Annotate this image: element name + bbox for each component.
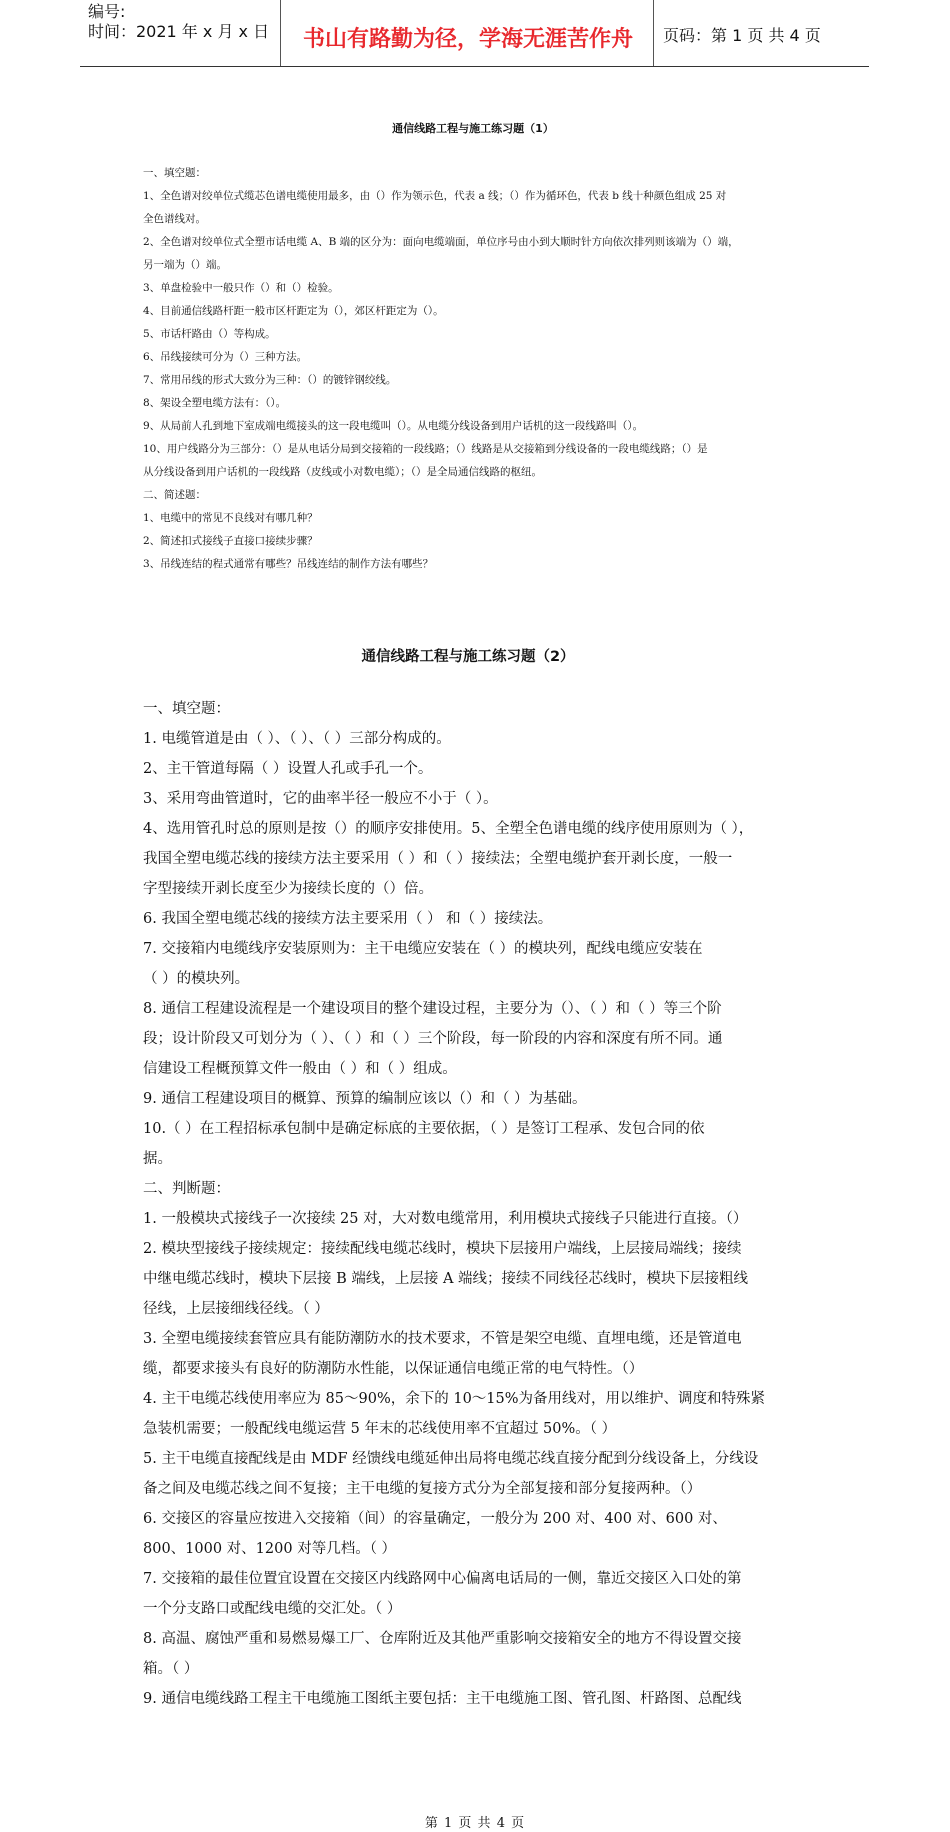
text-line: 5、市话杆路由（）等构成。 — [143, 328, 276, 340]
text-line: 字型接续开剥长度至少为接续长度的（）倍。 — [143, 881, 433, 897]
text-line: 7、常用吊线的形式大致分为三种：（）的镀锌钢绞线。 — [143, 374, 397, 386]
text-line: 8. 高温、腐蚀严重和易燃易爆工厂、仓库附近及其他严重影响交接箱安全的地方不得设置交接 — [143, 1631, 742, 1647]
header-page-number: 页码：第 1 页 共 4 页 — [663, 26, 821, 45]
exercise-2-title: 通信线路工程与施工练习题（2） — [361, 649, 575, 665]
text-line: 3、单盘检验中一般只作（）和（）检验。 — [143, 282, 339, 294]
text-line: 10.（ ）在工程招标承包制中是确定标底的主要依据，（ ）是签订工程承、发包合同的依 — [143, 1121, 705, 1137]
text-line: 从分线设备到用户话机的一段线路（皮线或小对数电缆）；（）是全局通信线路的枢纽。 — [143, 466, 542, 478]
text-line: 9、从局前人孔到地下室成端电缆接头的这一段电缆叫（）。从电缆分线设备到用户话机的这一段线路叫（）。 — [143, 420, 644, 432]
text-line: 一、填空题： — [143, 701, 230, 717]
text-line: 2、主干管道每隔（ ）设置人孔或手孔一个。 — [143, 761, 433, 777]
page-footer: 第 1 页 共 4 页 — [424, 1816, 526, 1831]
text-line: 一个分支路口或配线电缆的交汇处。（ ） — [143, 1601, 402, 1617]
header-divider — [280, 0, 281, 66]
exercise-1-title: 通信线路工程与施工练习题（1） — [392, 122, 554, 135]
text-line: （ ）的模块列。 — [143, 971, 250, 987]
text-line: 备之间及电缆芯线之间不复接；主干电缆的复接方式分为全部复接和部分复接两种。（） — [143, 1481, 702, 1497]
text-line: 我国全塑电缆芯线的接续方法主要采用（ ）和（ ）接续法；全塑电缆护套开剥长度，一般一 — [143, 851, 733, 867]
text-line: 6. 我国全塑电缆芯线的接续方法主要采用（ ） 和（ ）接续法。 — [143, 911, 553, 927]
text-line: 3、采用弯曲管道时，它的曲率半径一般应不小于（ ）。 — [143, 791, 498, 807]
text-line: 1. 电缆管道是由（ ）、（ ）、（ ）三部分构成的。 — [143, 731, 451, 747]
text-line: 1. 一般模块式接线子一次接续 25 对，大对数电缆常用，利用模块式接线子只能进行直接。（） — [143, 1211, 748, 1227]
text-line: 3、吊线连结的程式通常有哪些？吊线连结的制作方法有哪些？ — [143, 558, 434, 570]
text-line: 4、选用管孔时总的原则是按（）的顺序安排使用。5、全塑全色谱电缆的线序使用原则为（ ）， — [143, 821, 754, 837]
text-line: 4. 主干电缆芯线使用率应为 85～90%，余下的 10～15%为备用线对，用以维护、调度和特殊紧 — [143, 1391, 766, 1407]
text-line: 段；设计阶段又可划分为（ ）、（ ）和（ ）三个阶段，每一阶段的内容和深度有所不同。通 — [143, 1031, 723, 1047]
text-line: 3. 全塑电缆接续套管应具有能防潮防水的技术要求，不管是架空电缆、直埋电缆，还是管道电 — [143, 1331, 742, 1347]
header-meta — [88, 2, 269, 42]
text-line: 6. 交接区的容量应按进入交接箱（间）的容量确定，一般分为 200 对、400 对、600 对、 — [143, 1511, 727, 1527]
text-line: 2、简述扣式接线子直接口接续步骤？ — [143, 535, 318, 547]
text-line: 径线，上层接细线径线。（ ） — [143, 1301, 329, 1317]
exercise-1-section — [143, 120, 803, 576]
text-line: 5. 主干电缆直接配线是由 MDF 经馈线电缆延伸出局将电缆芯线直接分配到分线设备上，分线设 — [143, 1451, 759, 1467]
text-line: 8. 通信工程建设流程是一个建设项目的整个建设过程，主要分为（）、（ ）和（ ）等三个阶 — [143, 1001, 722, 1017]
text-line: 1、电缆中的常见不良线对有哪几种？ — [143, 512, 318, 524]
text-line: 二、判断题： — [143, 1181, 230, 1197]
text-line: 9. 通信工程建设项目的概算、预算的编制应该以（）和（ ）为基础。 — [143, 1091, 587, 1107]
text-line: 2、全色谱对绞单位式全塑市话电缆 A、B 端的区分为：面向电缆端面，单位序号由小到大顺时针方向依次排列则该端为（）端， — [143, 236, 739, 248]
text-line: 急装机需要；一般配线电缆运营 5 年末的芯线使用率不宜超过 50%。（ ） — [143, 1421, 617, 1437]
text-line: 800、1000 对、1200 对等几档。（ ） — [143, 1541, 397, 1557]
exercise-2-body — [143, 694, 818, 1714]
serial-label: 编号: — [88, 2, 126, 21]
text-line: 2. 模块型接线子接续规定：接续配线电缆芯线时，模块下层接用户端线，上层接局端线；接续 — [143, 1241, 742, 1257]
text-line: 7. 交接箱内电缆线序安装原则为：主干电缆应安装在（ ）的模块列，配线电缆应安装在 — [143, 941, 703, 957]
text-line: 全色谱线对。 — [143, 213, 206, 225]
page-header — [80, 0, 869, 67]
text-line: 二、简述题： — [143, 489, 206, 501]
text-line: 据。 — [143, 1151, 172, 1167]
text-line: 1、全色谱对绞单位式缆芯色谱电缆使用最多，由（）作为领示色，代表 a 线；（）作为循环色，代表 b 线十种颜色组成 25 对 — [143, 190, 727, 202]
text-line: 8、架设全塑电缆方法有：（）。 — [143, 397, 287, 409]
text-line: 4、目前通信线路杆距一般市区杆距定为（），郊区杆距定为（）。 — [143, 305, 444, 317]
text-line: 缆，都要求接头有良好的防潮防水性能，以保证通信电缆正常的电气特性。（） — [143, 1361, 644, 1377]
header-motto: 书山有路勤为径，学海无涯苦作舟 — [302, 27, 633, 52]
exercise-1-body — [143, 162, 803, 576]
text-line: 7. 交接箱的最佳位置宜设置在交接区内线路网中心偏离电话局的一侧，靠近交接区入口处的第 — [143, 1571, 742, 1587]
text-line: 9. 通信电缆线路工程主干电缆施工图纸主要包括：主干电缆施工图、管孔图、杆路图、总配线 — [143, 1691, 742, 1707]
text-line: 10、用户线路分为三部分：（）是从电话分局到交接箱的一段线路；（）线路是从交接箱到分线设备的一段电缆线路；（）是 — [143, 443, 708, 455]
text-line: 信建设工程概预算文件一般由（ ）和（ ）组成。 — [143, 1061, 457, 1077]
text-line: 箱。（ ） — [143, 1661, 199, 1677]
header-divider — [653, 0, 654, 66]
text-line: 另一端为（）端。 — [143, 259, 227, 271]
date-label: 时间：2021 年 x 月 x 日 — [88, 22, 270, 41]
text-line: 6、吊线接续可分为（）三种方法。 — [143, 351, 308, 363]
text-line: 中继电缆芯线时，模块下层接 B 端线，上层接 A 端线；接续不同线径芯线时，模块下层接粗线 — [143, 1271, 749, 1287]
text-line: 一、填空题： — [143, 167, 206, 179]
